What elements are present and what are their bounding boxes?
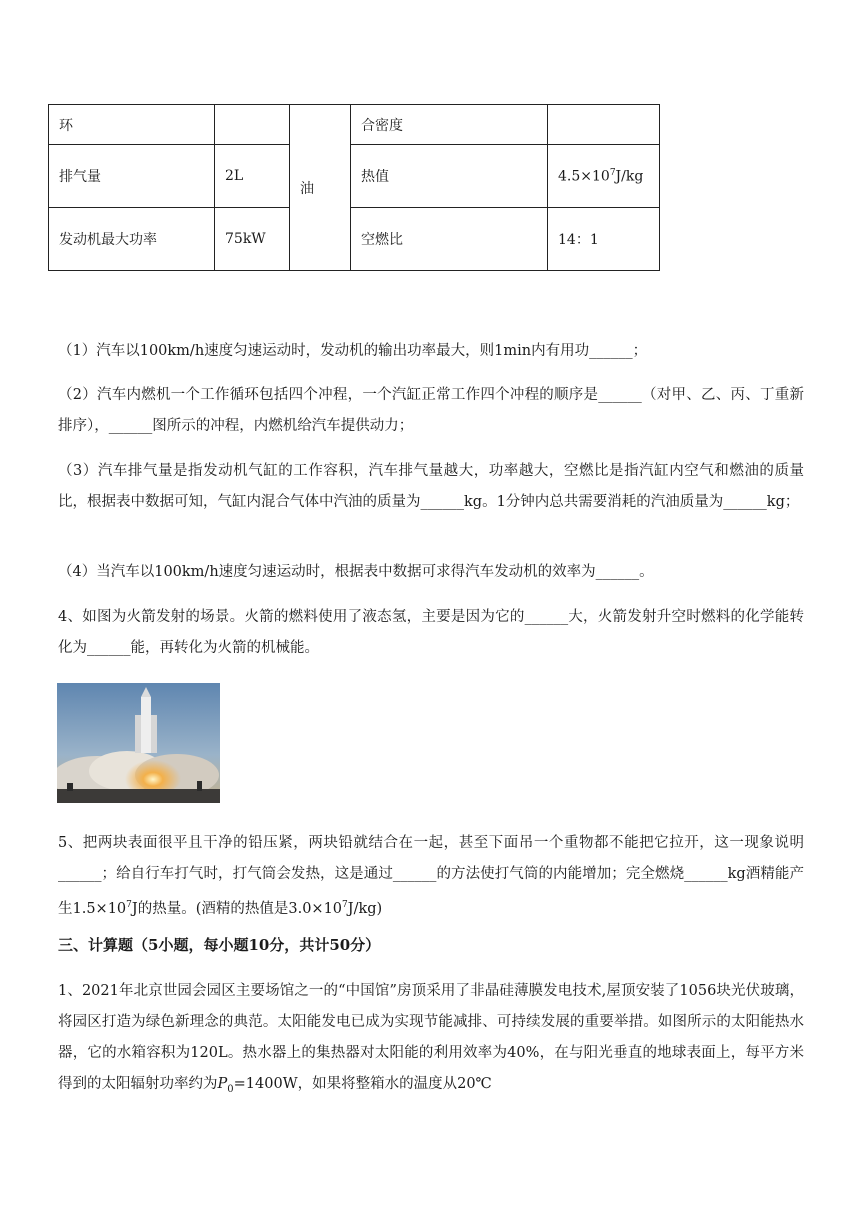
table-cell: 空燃比 bbox=[351, 208, 548, 271]
problem-5-text: J的热量。(酒精的热值是3.0×10 bbox=[131, 900, 343, 917]
question-2: （2）汽车内燃机一个工作循环包括四个冲程，一个汽缸正常工作四个冲程的顺序是______（对甲、乙、丙、丁重新排序），______图所示的冲程，内燃机给汽车提供动力； bbox=[58, 387, 804, 434]
table-cell: 油 bbox=[290, 105, 351, 271]
table-cell bbox=[548, 145, 660, 208]
subscript: 0 bbox=[227, 1083, 234, 1095]
superscript: 7 bbox=[126, 900, 132, 910]
question-1: （1）汽车以100km/h速度匀速运动时，发动机的输出功率最大，则1min内有用功______； bbox=[58, 343, 648, 359]
calc-problem-1 bbox=[58, 976, 804, 1105]
cell-text: 4.5×10 bbox=[558, 168, 610, 185]
table-row bbox=[49, 208, 660, 271]
table-cell bbox=[215, 105, 290, 145]
question-4: （4）当汽车以100km/h速度匀速运动时，根据表中数据可求得汽车发动机的效率为______。 bbox=[58, 564, 654, 580]
table-cell: 2L bbox=[215, 145, 290, 208]
problem-4: 4、如图为火箭发射的场景。火箭的燃料使用了液态氢，主要是因为它的______大，火箭发射升空时燃料的化学能转化为______能，再转化为火箭的机械能。 bbox=[58, 609, 804, 656]
problem-5-text: J/kg) bbox=[347, 900, 383, 917]
section-heading: 三、计算题（5小题，每小题10分，共计50分） bbox=[58, 936, 381, 954]
table-cell: 合密度 bbox=[351, 105, 548, 145]
table-row bbox=[49, 105, 660, 145]
problem-5 bbox=[58, 828, 804, 925]
table-cell: 14：1 bbox=[548, 208, 660, 271]
question-3: （3）汽车排气量是指发动机气缸的工作容积，汽车排气量越大，功率越大，空燃比是指汽缸内空气和燃油的质量比，根据表中数据可知，气缸内混合气体中汽油的质量为______kg。1分钟内总共需要消耗的汽油质量为______kg； bbox=[58, 463, 804, 510]
car-spec-table bbox=[48, 104, 660, 271]
table-cell: 75kW bbox=[215, 208, 290, 271]
variable-p: P bbox=[217, 1076, 228, 1092]
problem-5-text: 5、把两块表面很平且干净的铅压紧，两块铅就结合在一起，甚至下面吊一个重物都不能把它拉开，这一现象说明______；给自行车打气时，打气筒会发热，这是通过______的方法使打气筒的内能增加；完全燃烧______kg酒精能产生1.5×10 bbox=[58, 835, 804, 917]
superscript: 7 bbox=[609, 167, 616, 178]
table-row bbox=[49, 145, 660, 208]
cell-text: J/kg bbox=[615, 168, 644, 185]
rocket-launch-image bbox=[57, 683, 220, 803]
table-cell bbox=[548, 105, 660, 145]
table-cell: 热值 bbox=[351, 145, 548, 208]
table-cell: 环 bbox=[49, 105, 215, 145]
table-cell: 排气量 bbox=[49, 145, 215, 208]
table-cell: 发动机最大功率 bbox=[49, 208, 215, 271]
superscript: 7 bbox=[342, 900, 348, 910]
problem-text: =1400W，如果将整箱水的温度从20℃ bbox=[233, 1076, 492, 1092]
rocket-launch-picture bbox=[57, 683, 220, 803]
problem-text: 1、2021年北京世园会园区主要场馆之一的“中国馆”房顶采用了非晶硅薄膜发电技术,屋顶安装了1056块光伏玻璃，将园区打造为绿色新理念的典范。太阳能发电已成为实现节能减排、可持续发展的重要举措。如图所示的太阳能热水器，它的水箱容积为120L。热水器上的集热器对太阳能的利用效率为40%，在与阳光垂直的地球表面上，每平方米得到的太阳辐射功率约为 bbox=[58, 983, 804, 1092]
